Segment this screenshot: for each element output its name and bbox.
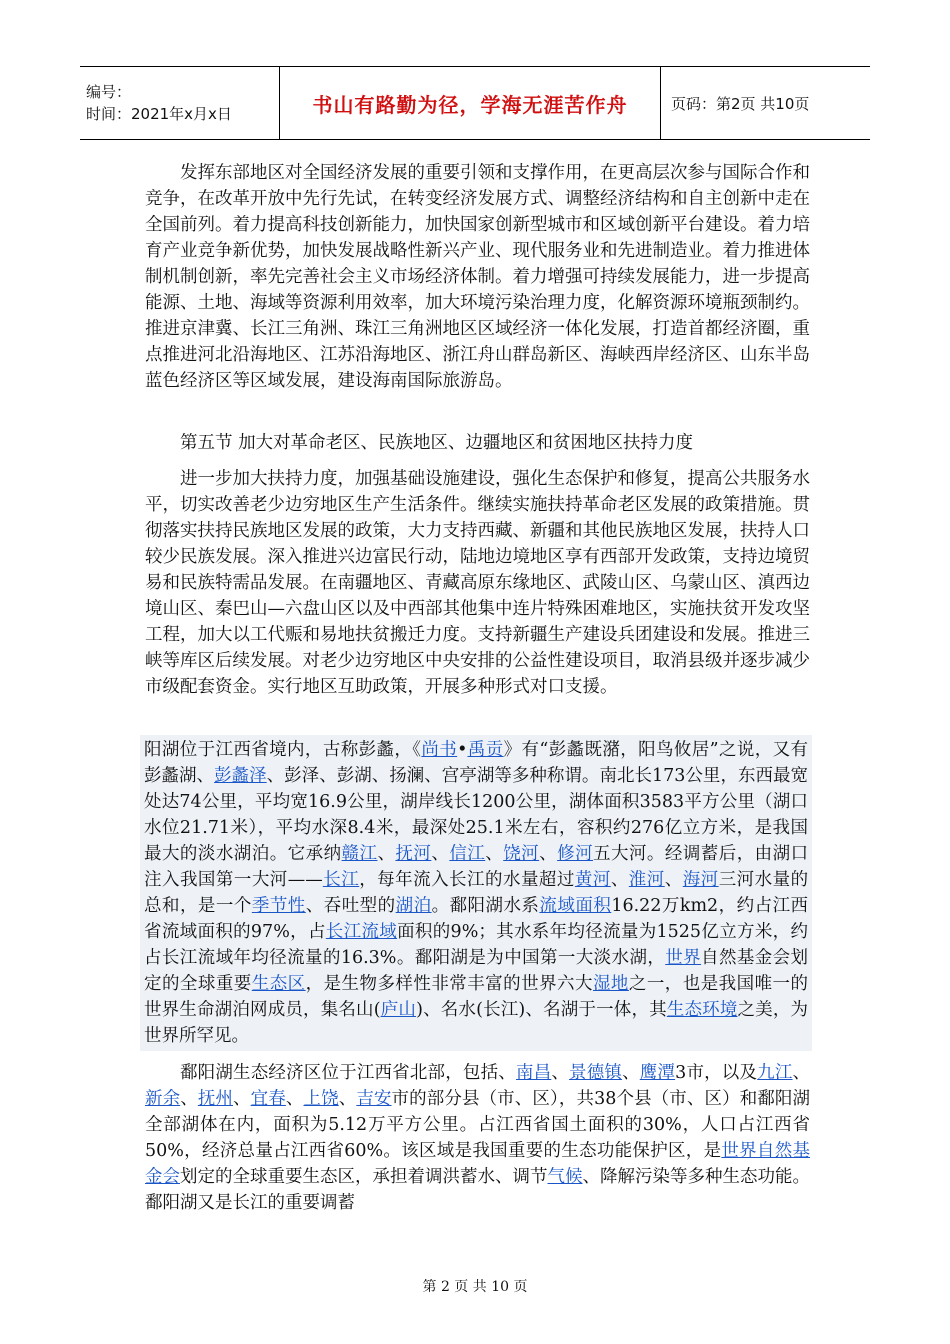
number-label: 编号： xyxy=(86,83,132,101)
inline-link[interactable]: 九江 xyxy=(757,1063,793,1083)
inline-link[interactable]: 黄河 xyxy=(574,870,611,890)
text-run: )、名水(长江)、名湖于一体，其 xyxy=(416,1000,667,1020)
text-run: 16.22万km2，约占江西省流域面积的97%，占 xyxy=(144,896,809,942)
text-run: 、彭泽、彭湖、扬澜、宫亭湖等多种称谓。南北长173公里，东西最宽处达74公里，平均宽16.9公里，湖岸线长1200公里，湖体面积3583平方公里（湖口水位21.71米），平均水深8.4米，最深处25.1米左右，容积约276亿立方米，是我国最大的淡水湖泊。它承纳 xyxy=(144,766,809,864)
inline-link[interactable]: 景德镇 xyxy=(569,1063,623,1083)
text-run: 、 xyxy=(792,1063,811,1083)
text-run: 五大河。经调蓄后，由湖口注入我国第一大河—— xyxy=(144,844,809,890)
paragraph-poyang-lake xyxy=(144,737,808,1049)
paragraph-east-region: 发挥东部地区对全国经济发展的重要引领和支撑作用，在更高层次参与国际合作和竞争，在改革开放中先行先试，在转变经济发展方式、调整经济结构和自主创新中走在全国前列。着力提高科技创新能力，加快国家创新型城市和区域创新平台建设。着力培育产业竞争新优势，加快发展战略性新兴产业、现代服务业和先进制造业。着力推进体制机制创新，率先完善社会主义市场经济体制。着力增强可持续发展能力，进一步提高能源、土地、海域等资源利用效率，加大环境污染治理力度，化解资源环境瓶颈制约。推进京津冀、长江三角洲、珠江三角洲地区区域经济一体化发展，打造首都经济圈，重点推进河北沿海地区、江苏沿海地区、浙江舟山群岛新区、海峡西岸经济区、山东半岛蓝色经济区等区域发展，建设海南国际旅游岛。 xyxy=(145,163,810,391)
text-run: 、 xyxy=(622,1063,640,1083)
inline-link[interactable]: 湿地 xyxy=(592,974,629,994)
motto-text: 书山有路勤为径，学海无涯苦作舟 xyxy=(312,92,628,117)
page-header xyxy=(80,66,870,140)
inline-link[interactable]: 禹贡 xyxy=(467,740,504,760)
inline-link[interactable]: 彭蠡泽 xyxy=(214,766,267,786)
text-run: 、 xyxy=(338,1089,357,1109)
text-run: 鄱阳湖生态经济区位于江西省北部，包括、 xyxy=(180,1063,516,1083)
inline-link[interactable]: 流域面积 xyxy=(539,896,612,916)
paragraph-support-regions: 进一步加大扶持力度，加强基础设施建设，强化生态保护和修复，提高公共服务水平，切实改善老少边穷地区生产生活条件。继续实施扶持革命老区发展的政策措施。贯彻落实扶持民族地区发展的政策，大力支持西藏、新疆和其他民族地区发展，扶持人口较少民族发展。深入推进兴边富民行动，陆地边境地区享有西部开发政策，支持边境贸易和民族特需品发展。在南疆地区、青藏高原东缘地区、武陵山区、乌蒙山区、滇西边境山区、秦巴山—六盘山区以及中西部其他集中连片特殊困难地区，实施扶贫开发攻坚工程，加大以工代赈和易地扶贫搬迁力度。支持新疆生产建设兵团建设和发展。推进三峡等库区后续发展。对老少边穷地区中央安排的公益性建设项目，取消县级并逐步减少市级配套资金。实行地区互助政策，开展多种形式对口支援。 xyxy=(145,469,810,697)
text-run: 》有“彭蠡既潴，阳鸟攸居”之说，又有彭蠡湖、 xyxy=(144,740,809,786)
inline-link[interactable]: 吉安 xyxy=(356,1089,392,1109)
text-run: • xyxy=(457,740,468,760)
inline-link[interactable]: 抚州 xyxy=(197,1089,234,1109)
inline-link[interactable]: 淮河 xyxy=(628,870,665,890)
inline-link[interactable]: 庐山 xyxy=(380,1000,417,1020)
inline-link[interactable]: 抚河 xyxy=(395,844,432,864)
text-run: ，每年流入长江的水量超过 xyxy=(359,870,575,890)
date-label: 时间：2021年x月x日 xyxy=(86,105,232,123)
text-run: 、 xyxy=(180,1089,198,1109)
text-run: 、 xyxy=(377,844,396,864)
inline-link[interactable]: 世界 xyxy=(665,948,702,968)
text-run: 、 xyxy=(431,844,450,864)
inline-link[interactable]: 季节性 xyxy=(251,896,306,916)
inline-link[interactable]: 上饶 xyxy=(303,1089,339,1109)
inline-link[interactable]: 新余 xyxy=(145,1089,181,1109)
text-run: 、 xyxy=(610,870,629,890)
inline-link[interactable]: 长江 xyxy=(322,870,360,890)
text-run: 自然基金会划定的全球重要 xyxy=(144,948,809,994)
paragraph-poyang-eco-zone xyxy=(145,1060,810,1216)
page-footer: 第 2 页 共 10 页 xyxy=(422,1279,528,1295)
text-run: 、 xyxy=(539,844,558,864)
inline-link[interactable]: 赣江 xyxy=(341,844,378,864)
text-run: 三河水量的总和，是一个 xyxy=(144,870,809,916)
inline-link[interactable]: 生态区 xyxy=(251,974,306,994)
text-run: 、 xyxy=(551,1063,570,1083)
inline-link[interactable]: 信江 xyxy=(449,844,486,864)
inline-link[interactable]: 宜春 xyxy=(250,1089,286,1109)
text-run: 、吞吐型的 xyxy=(305,896,396,916)
text-run: 、 xyxy=(233,1089,251,1109)
text-run: 阳湖位于江西省境内，古称彭蠡，《 xyxy=(144,740,422,760)
inline-link[interactable]: 修河 xyxy=(557,844,594,864)
highlighted-block xyxy=(140,735,812,1051)
text-run: 。鄱阳湖水系 xyxy=(431,896,540,916)
text-run: 3市，以及 xyxy=(675,1063,758,1083)
section-title: 第五节 加大对革命老区、民族地区、边疆地区和贫困地区扶持力度 xyxy=(180,433,694,453)
inline-link[interactable]: 南昌 xyxy=(515,1063,552,1083)
inline-link[interactable]: 气候 xyxy=(547,1167,583,1187)
inline-link[interactable]: 鹰潭 xyxy=(639,1063,676,1083)
inline-link[interactable]: 生态环境 xyxy=(666,1000,738,1020)
inline-link[interactable]: 尚书 xyxy=(421,740,458,760)
inline-link[interactable]: 湖泊 xyxy=(395,896,432,916)
header-motto xyxy=(280,67,661,139)
text-run: 之一，也是我国唯一的世界生命湖泊网成员，集名山( xyxy=(144,974,809,1020)
text-run: 市的部分县（市、区），共38个县（市、区）和鄱阳湖全部湖体在内，面积为5.12万平方公里。占江西省国土面积的30%，人口占江西省50%，经济总量占江西省60%。该区域是我国重要的生态功能保护区，是 xyxy=(145,1089,811,1161)
inline-link[interactable]: 饶河 xyxy=(503,844,540,864)
text-run: 、 xyxy=(664,870,683,890)
page-label: 页码：第2页 共10页 xyxy=(671,94,810,113)
inline-link[interactable]: 长江流域 xyxy=(325,922,398,942)
text-run: ，是生物多样性非常丰富的世界六大 xyxy=(305,974,593,994)
header-page xyxy=(661,67,870,139)
text-run: 面积的9%；其水系年均径流量为1525亿立方米，约占长江流域年均径流量的16.3%。鄱阳湖是为中国第一大淡水湖， xyxy=(144,922,808,968)
text-run: 、 xyxy=(485,844,504,864)
text-run: 、 xyxy=(285,1089,304,1109)
inline-link[interactable]: 海河 xyxy=(682,870,719,890)
text-run: 之美，为世界所罕见。 xyxy=(144,1000,809,1046)
text-run: 划定的全球重要生态区，承担着调洪蓄水、调节 xyxy=(180,1167,548,1187)
inline-link[interactable]: 世界自然基金会 xyxy=(145,1141,811,1187)
header-meta xyxy=(80,67,280,139)
text-run: 、降解污染等多种生态功能。鄱阳湖又是长江的重要调蓄 xyxy=(145,1167,810,1213)
